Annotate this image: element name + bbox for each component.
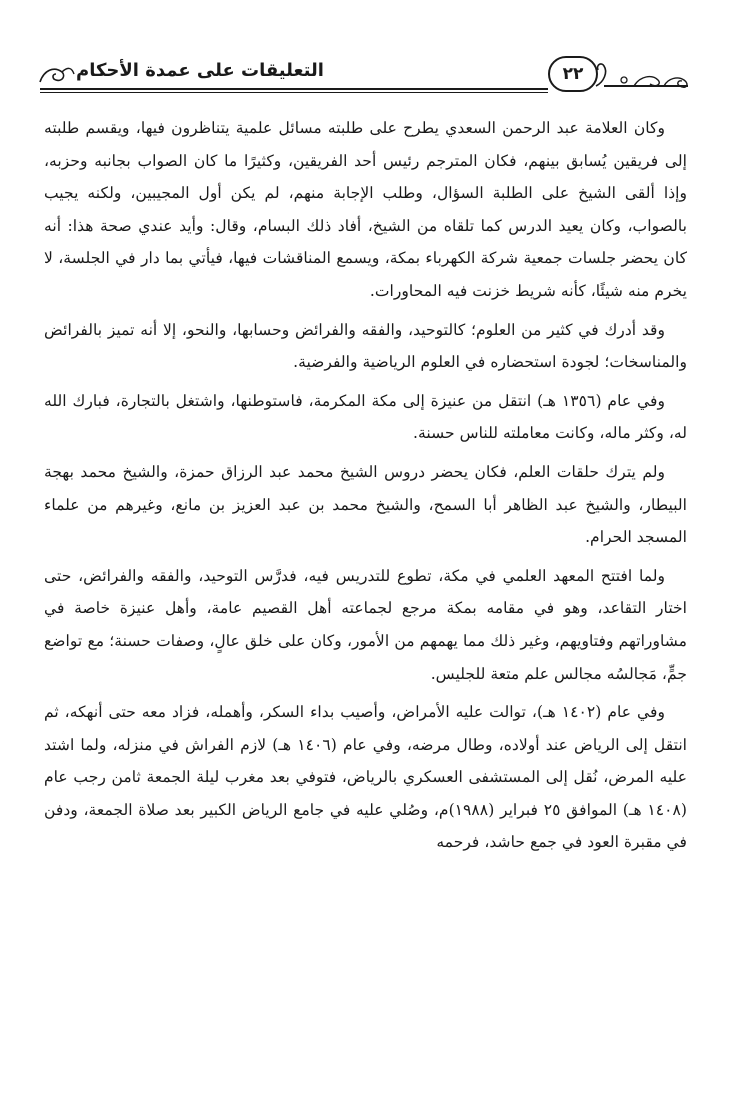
ornament-right-icon	[594, 52, 696, 94]
header-rule-thin	[40, 92, 548, 93]
paragraph: ولما افتتح المعهد العلمي في مكة، تطوع للتدريس فيه، فدرَّس التوحيد، والفقه والفرائض، حتى اختار التقاعد، وهو في مقامه بمكة مرجع لجماعته أهل القصيم عامة، وأهل عنيزة خاصة في مشاوراتهم وفتاويهم، وغير ذلك مما يهمهم من الأمور، وكان على خلق عالٍ، وصفات حسنة؛ مع تواضع جمٍّ، مَجالسُه مجالس علم متعة للجليس.	[44, 566, 687, 683]
running-title: التعليقات على عمدة الأحكام	[76, 60, 324, 81]
paragraph: وفي عام (١٣٥٦ هـ) انتقل من عنيزة إلى مكة المكرمة، فاستوطنها، واشتغل بالتجارة، فبارك الله له، وكثر ماله، وكانت معاملته للناس حسنة.	[44, 391, 687, 443]
paragraph: وكان العلامة عبد الرحمن السعدي يطرح على طلبته مسائل علمية يتناظرون فيها، ويقسم طلبته إلى فريقين يُسابق بينهم، فكان المترجم رئيس أحد الفريقين، وكثيرًا ما كان الصواب بجانبه وحزبه، وإذا ألقى الشيخ على الطلبة السؤال، وطلب الإجابة منهم، لم يكن أول المجيبين، ولكنه يجيب بالصواب، وكان يعيد الدرس كما تلقاه من الشيخ، أفاد ذلك البسام، وقال: وأيد عندي صحة هذا: أنه كان يحضر جلسات جمعية شركة الكهرباء بمكة، ويسمع المناقشات فيها، فيأتي بما دار في الجلسة، لا يخرم منه شيئًا، كأنه شريط خزنت فيه المحاورات.	[44, 119, 687, 300]
paragraph: ولم يترك حلقات العلم، فكان يحضر دروس الشيخ محمد عبد الرزاق حمزة، والشيخ محمد بهجة البيطار، والشيخ عبد الظاهر أبا السمح، والشيخ محمد بن عبد العزيز بن مانع، وغيرهم من علماء المسجد الحرام.	[44, 462, 687, 547]
page-number-badge	[548, 56, 598, 92]
page-header	[36, 52, 696, 102]
page-number: ٢٢	[562, 63, 584, 84]
paragraph: وقد أدرك في كثير من العلوم؛ كالتوحيد، والفقه والفرائض وحسابها، والنحو، إلا أنه تميز بالفرائض والمناسخات؛ لجودة استحضاره في العلوم الرياضية والفرضية.	[44, 320, 687, 372]
paragraph: وفي عام (١٤٠٢ هـ)، توالت عليه الأمراض، وأصيب بداء السكر، وأهمله، فزاد معه حتى أنهكه، ثم انتقل إلى الرياض عند أولاده، وطال مرضه، وفي عام (١٤٠٦ هـ) لازم الفراش في منزله، ولما اشتد عليه المرض، نُقل إلى المستشفى العسكري بالرياض، فتوفي بعد مغرب ليلة الجمعة ثامن رجب عام (١٤٠٨ هـ) الموافق ٢٥ فبراير (١٩٨٨)م، وصُلي عليه في جامع الرياض الكبير بعد صلاة الجمعة، ودفن في مقبرة العود في جمع حاشد، فرحمه	[44, 703, 687, 852]
header-rule	[40, 88, 548, 90]
ornament-left-icon	[36, 52, 76, 92]
body-text	[44, 112, 687, 865]
